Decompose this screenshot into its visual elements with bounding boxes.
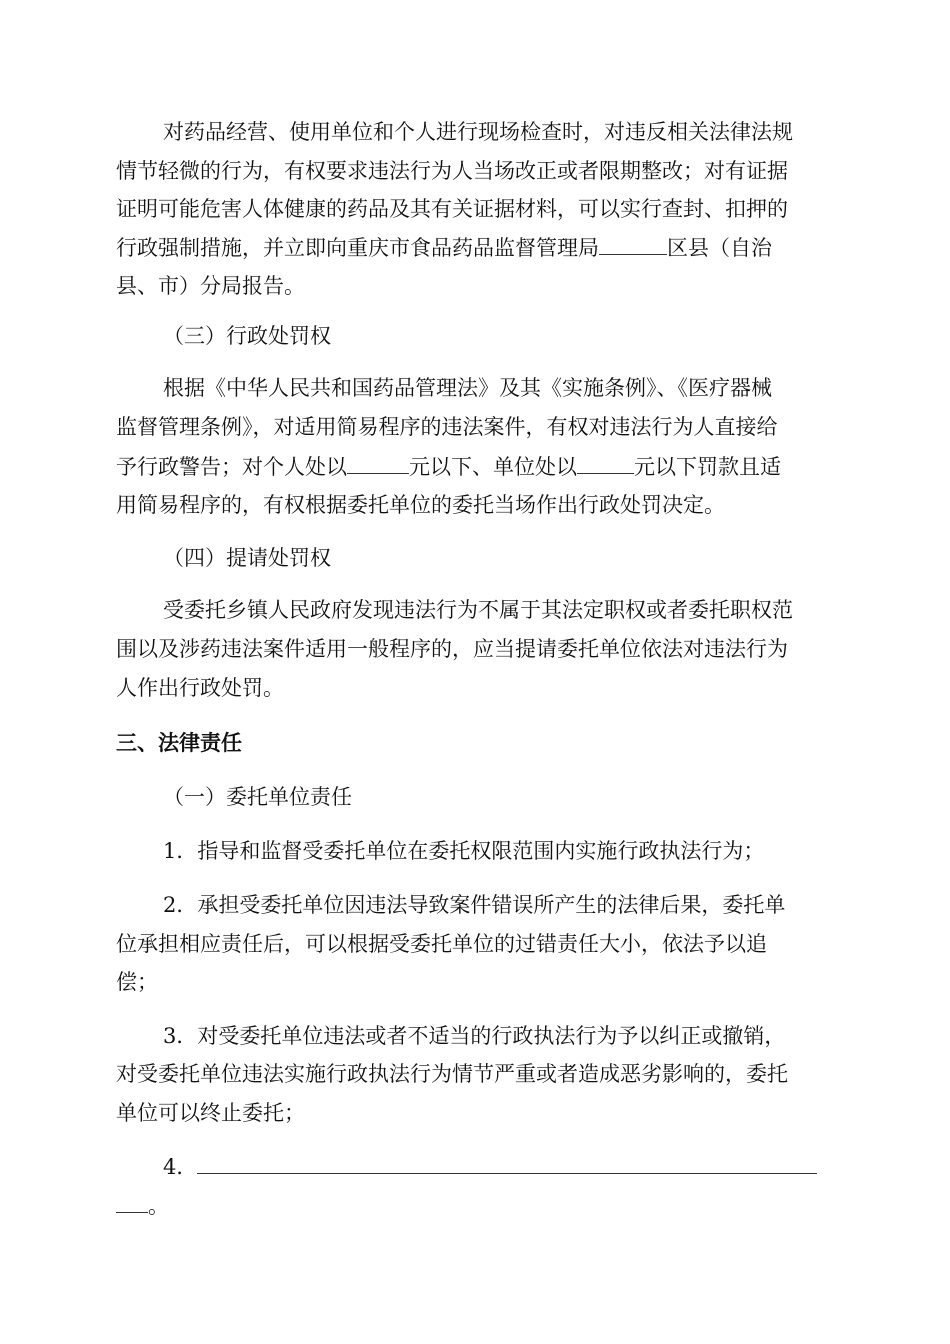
para1-line2: 情节轻微的行为，有权要求违法行为人当场改正或者限期整改；对有证据 xyxy=(116,159,788,183)
fill-blank-item4-continued xyxy=(116,1192,148,1213)
para1-line1: 对药品经营、使用单位和个人进行现场检查时，对违反相关法律法规 xyxy=(163,120,793,144)
para2-line4: 用简易程序的，有权根据委托单位的委托当场作出行政处罚决定。 xyxy=(116,493,725,517)
para2-line1: 根据《中华人民共和国药品管理法》及其《实施条例》、《医疗器械 xyxy=(163,376,772,400)
item3-line1: 3．对受委托单位违法或者不适当的行政执法行为予以纠正或撤销， xyxy=(163,1024,786,1048)
item1-text: 1．指导和监督受委托单位在委托权限范围内实施行政执法行为； xyxy=(163,839,765,863)
para2-line3-text: 予行政警告；对个人处以 xyxy=(116,455,347,479)
item2-line1: 2．承担受委托单位因违法导致案件错误所产生的法律后果，委托单 xyxy=(163,893,786,917)
item4-label: 4． xyxy=(163,1155,198,1179)
fill-blank-individual-amount xyxy=(347,453,409,474)
section-heading-request: （四）提请处罚权 xyxy=(163,546,331,570)
fill-blank-district xyxy=(599,234,667,255)
item4-end: 。 xyxy=(148,1194,169,1218)
para3-line2: 围以及涉药违法案件适用一般程序的，应当提请委托单位依法对违法行为 xyxy=(116,637,788,661)
para3-line3: 人作出行政处罚。 xyxy=(116,676,284,700)
subsection-heading-entrusting-unit: （一）委托单位责任 xyxy=(163,785,352,809)
fill-blank-unit-amount xyxy=(577,453,634,474)
fill-blank-item4 xyxy=(197,1153,817,1174)
para3-line1: 受委托乡镇人民政府发现违法行为不属于其法定职权或者委托职权范 xyxy=(163,598,793,622)
para1-line3: 证明可能危害人体健康的药品及其有关证据材料，可以实行查封、扣押的 xyxy=(116,197,788,221)
item2-line3: 偿； xyxy=(116,970,158,994)
para1-line5: 县、市）分局报告。 xyxy=(116,274,305,298)
item3-line2: 对受委托单位违法实施行政执法行为情节严重或者造成恶劣影响的，委托 xyxy=(116,1062,788,1086)
item3-line3: 单位可以终止委托； xyxy=(116,1101,305,1125)
item4-line1 xyxy=(163,1152,817,1182)
chapter-heading-legal-liability: 三、法律责任 xyxy=(116,731,242,755)
section-heading-penalty: （三）行政处罚权 xyxy=(163,324,331,348)
para1-line4-suffix: 区县（自治 xyxy=(667,236,772,260)
para1-line4-text: 行政强制措施，并立即向重庆市食品药品监督管理局 xyxy=(116,236,599,260)
para2-line2: 监督管理条例》，对适用简易程序的违法案件，有权对违法行为人直接给 xyxy=(116,415,778,439)
para2-line3-end: 元以下罚款且适 xyxy=(634,455,781,479)
item2-line2: 位承担相应责任后，可以根据受委托单位的过错责任大小，依法予以追 xyxy=(116,932,767,956)
para1-line4 xyxy=(116,233,772,263)
para2-line3-mid: 元以下、单位处以 xyxy=(409,455,577,479)
para2-line3 xyxy=(116,452,781,482)
item4-line2 xyxy=(116,1191,169,1221)
